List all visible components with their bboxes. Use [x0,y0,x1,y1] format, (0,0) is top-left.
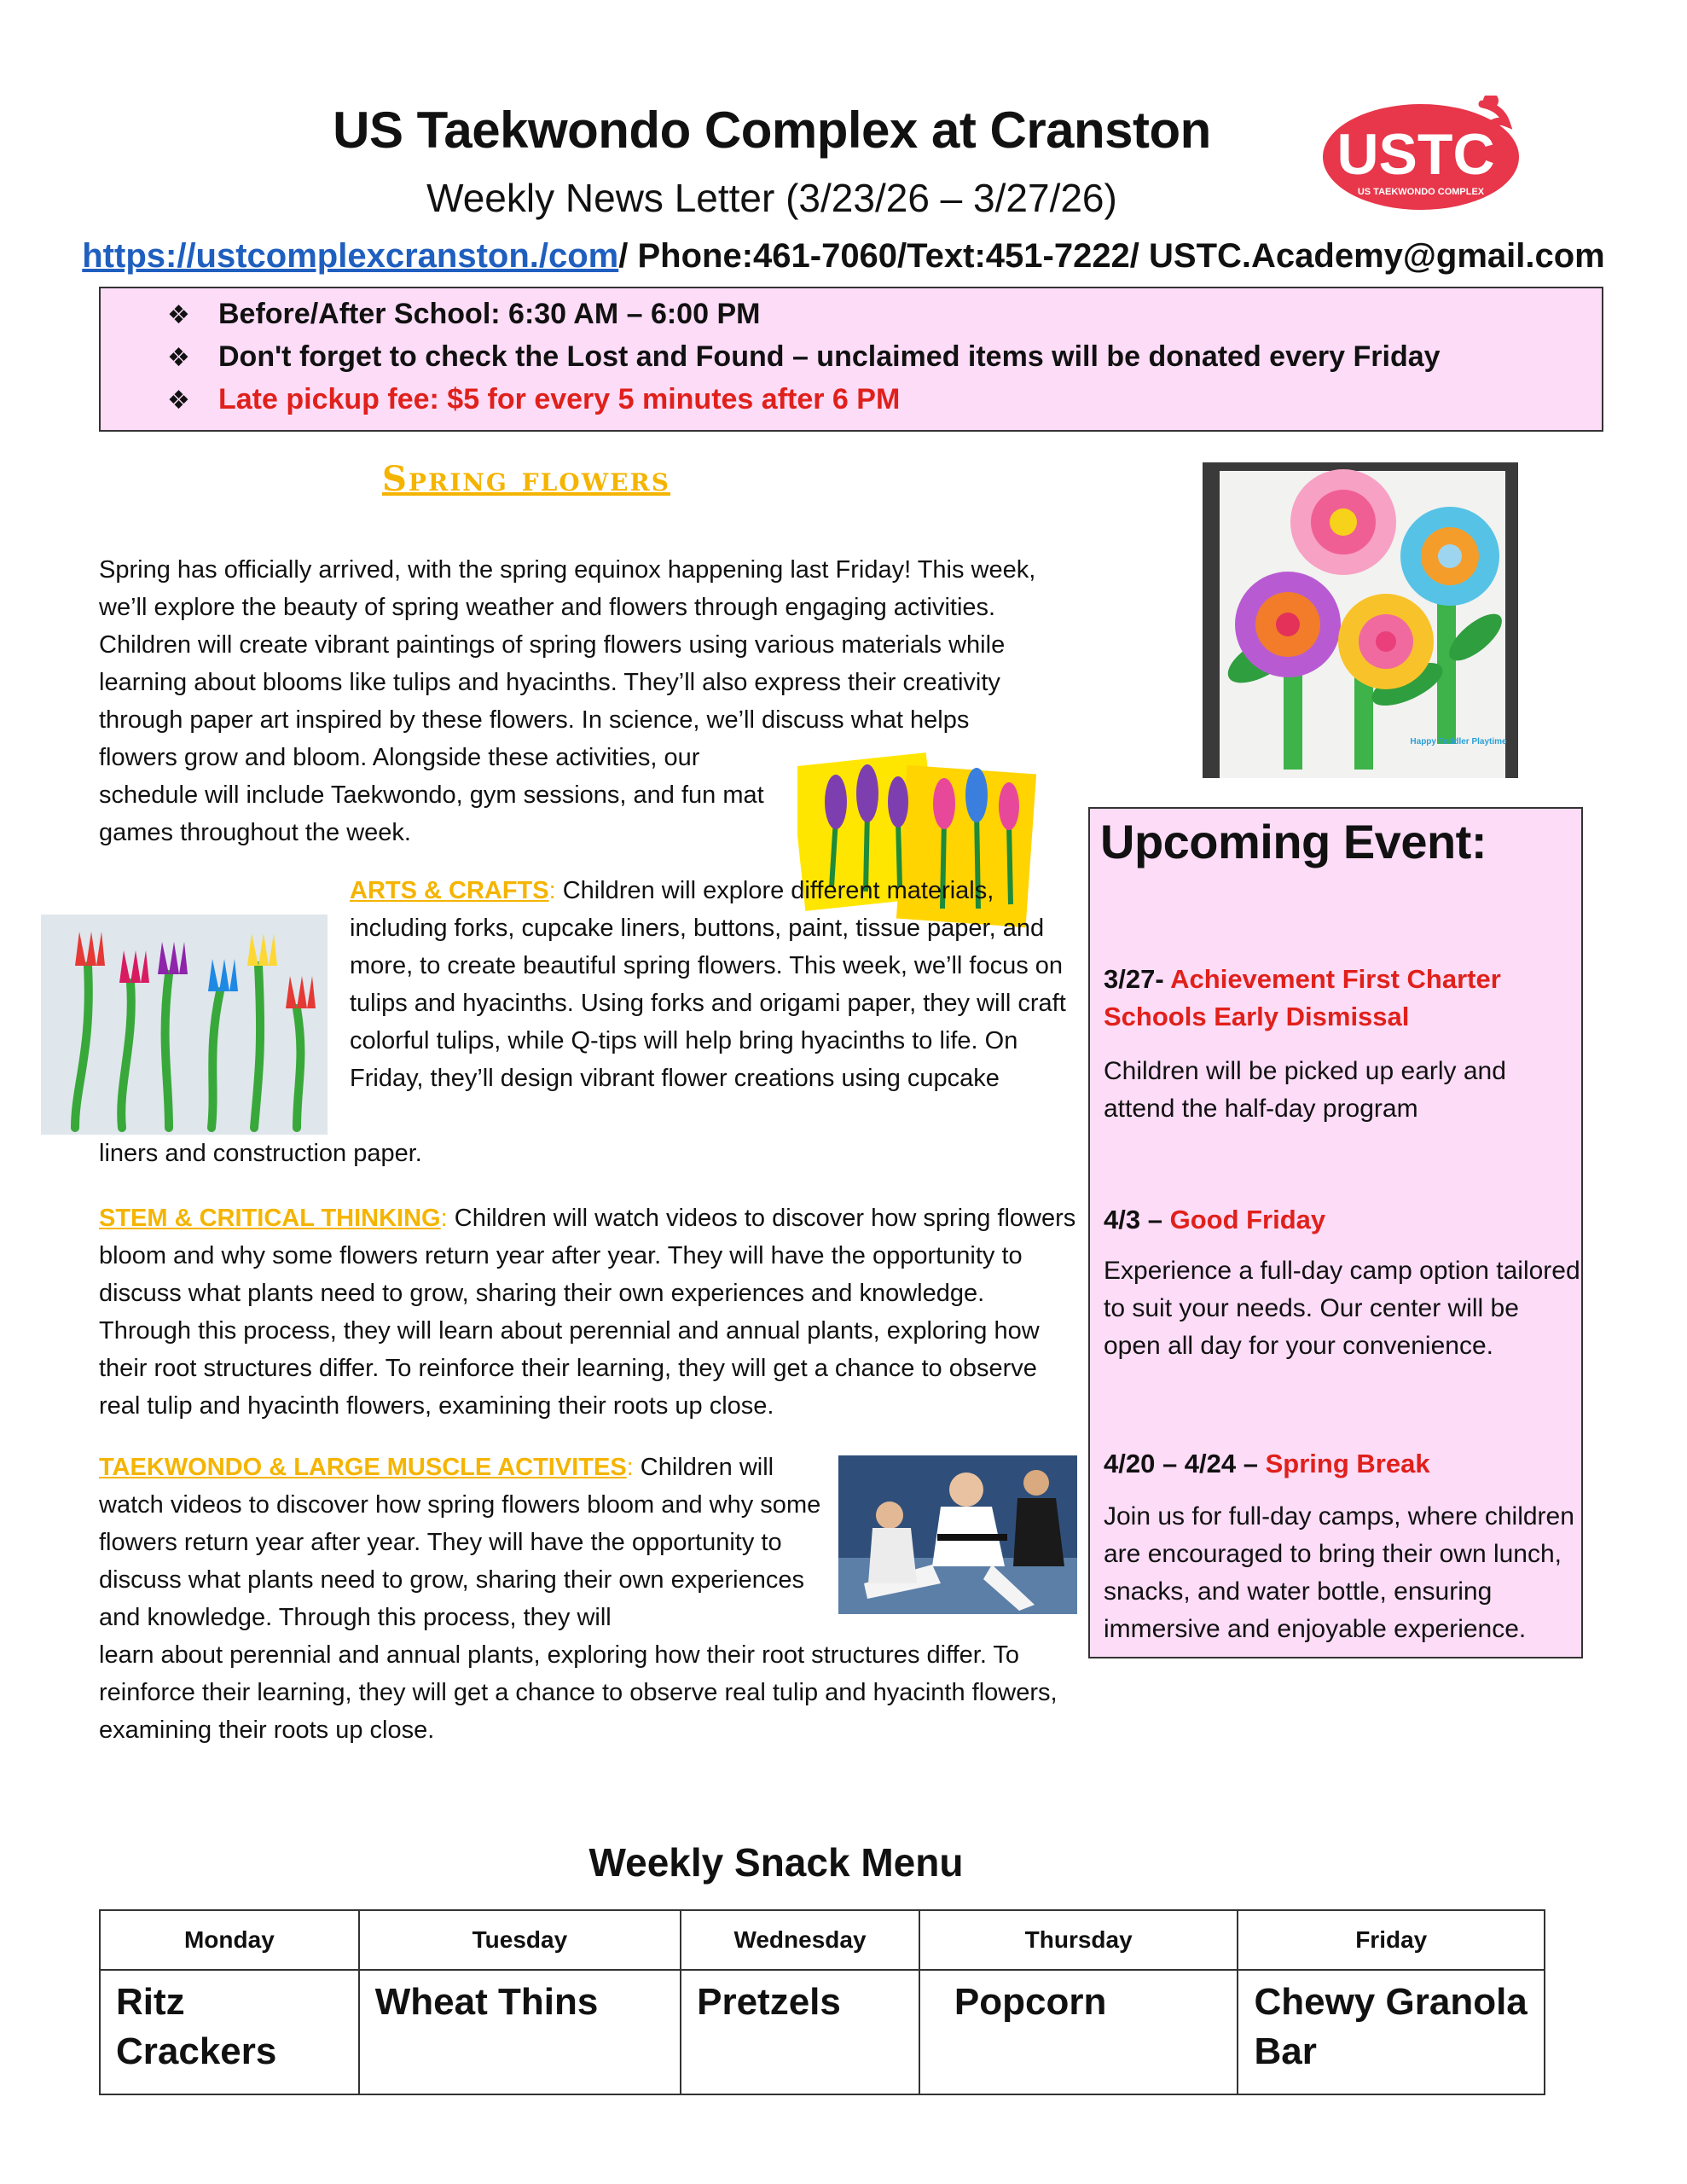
snack-item: Pretzels [681,1970,919,2094]
website-link[interactable]: https://ustcomplexcranston./com [82,237,619,275]
notice-box [99,287,1603,432]
day-header: Thursday [919,1910,1238,1970]
diamond-bullet-icon: ❖ [167,301,190,329]
event-date-title: 3/27- Achievement First Charter Schools Early Dismissal [1104,964,1501,1031]
day-header: Monday [100,1910,359,1970]
snack-menu-header-row [100,1910,1545,1970]
notice-item: ❖ Before/After School: 6:30 AM – 6:00 PM [167,293,1441,336]
newsletter-title: US Taekwondo Complex at Cranston [333,102,1211,159]
logo-text: USTC [1336,122,1495,187]
arts-crafts-label: ARTS & CRAFTS [350,877,549,904]
snack-item: Popcorn [919,1970,1238,2094]
cupcake-flower-craft-photo [1203,462,1518,778]
event-date-title: 4/3 – Good Friday [1104,1205,1326,1234]
arts-crafts-paragraph-tail: liners and construction paper. [99,1140,422,1167]
intro-paragraph: Spring has officially arrived, with the spring equinox happening last Friday! This week, we’ll explore the beauty of spring weather and flowers through engaging activities. Children will create vibrant paintings of spring flowers using various materials while learning about blooms like tulips and hyacinths. They’ll also express their creativity through paper art inspired by these flowers. In science, we’ll discuss what helps [99,556,1036,734]
taekwondo-paragraph-tail: learn about perennial and annual plants, exploring how their root structures differ. To reinforce their learning, they will get a chance to observe real tulip and hyacinth flowers, examining their roots up close. [99,1641,1058,1744]
snack-item: Wheat Thins [359,1970,681,2094]
fork-tulip-painting-photo [41,915,328,1135]
event-description: Join us for full-day camps, where children are encouraged to bring their own lunch, snacks, and water bottle, ensuring immersive and enjoyable experience. [1104,1502,1574,1643]
day-header: Friday [1238,1910,1545,1970]
snack-menu-title: Weekly Snack Menu [588,1840,964,1885]
taekwondo-kids-photo [838,1455,1077,1614]
upcoming-events-box [1088,807,1583,1658]
contact-line [0,237,1687,276]
event-date-title: 4/20 – 4/24 – Spring Break [1104,1449,1430,1478]
snack-item: Chewy Granola Bar [1238,1970,1545,2094]
ustc-logo [1320,96,1533,215]
snack-menu-items-row [100,1970,1545,2094]
diamond-bullet-icon: ❖ [167,386,190,415]
photo-watermark: Happy Toddler Playtime [1410,737,1507,746]
notice-item-late-fee: ❖ Late pickup fee: $5 for every 5 minutes after 6 PM [167,379,1441,421]
upcoming-events-heading: Upcoming Event: [1100,815,1487,868]
diamond-bullet-icon: ❖ [167,344,190,372]
intro-paragraph-tail: flowers grow and bloom. Alongside these activities, our schedule will include Taekwondo, gym sessions, and fun mat games throughout the week. [99,744,764,846]
notice-item: ❖ Don't forget to check the Lost and Found – unclaimed items will be donated every Friday [167,336,1441,379]
stem-paragraph: STEM & CRITICAL THINKING: Children will watch videos to discover how spring flowers bloom and why some flowers return year after year. They will have the opportunity to discuss what plants need to grow, sharing their own experiences and knowledge. Through this process, they will learn about perennial and annual plants, exploring how their root structures differ. To reinforce their learning, they will get a chance to observe real tulip and hyacinth flowers, examining their roots up close. [99,1205,1076,1420]
snack-item: Ritz Crackers [100,1970,359,2094]
arts-crafts-paragraph: ARTS & CRAFTS: Children will explore different materials, including forks, cupcake liners, buttons, paint, tissue paper, and more, to create beautiful spring flowers. This week, we’ll focus on tulips and hyacinths. Using forks and origami paper, they will craft colorful tulips, while Q-tips will help bring hyacinths to life. On Friday, they’ll design vibrant flower creations using cupcake [350,877,1066,1092]
section-title: Spring flowers [382,459,670,499]
day-header: Wednesday [681,1910,919,1970]
newsletter-subtitle: Weekly News Letter (3/23/26 – 3/27/26) [426,176,1117,220]
snack-menu-table [99,1909,1545,2095]
event-description: Children will be picked up early and attend the half-day program [1104,1057,1506,1123]
event-description: Experience a full-day camp option tailored to suit your needs. Our center will be open all day for your convenience. [1104,1257,1580,1360]
stem-label: STEM & CRITICAL THINKING [99,1205,441,1232]
contact-details: / Phone:461-7060/Text:451-7222/ USTC.Academy@gmail.com [618,237,1605,275]
logo-subtext: US TAEKWONDO COMPLEX [1357,187,1485,197]
taekwondo-label: TAEKWONDO & LARGE MUSCLE ACTIVITES [99,1454,627,1481]
taekwondo-paragraph: TAEKWONDO & LARGE MUSCLE ACTIVITES: Children will watch videos to discover how spring flowers bloom and why some flowers return year after year. They will have the opportunity to discuss what plants need to grow, sharing their own experiences and knowledge. Through this process, they will [99,1454,821,1631]
day-header: Tuesday [359,1910,681,1970]
